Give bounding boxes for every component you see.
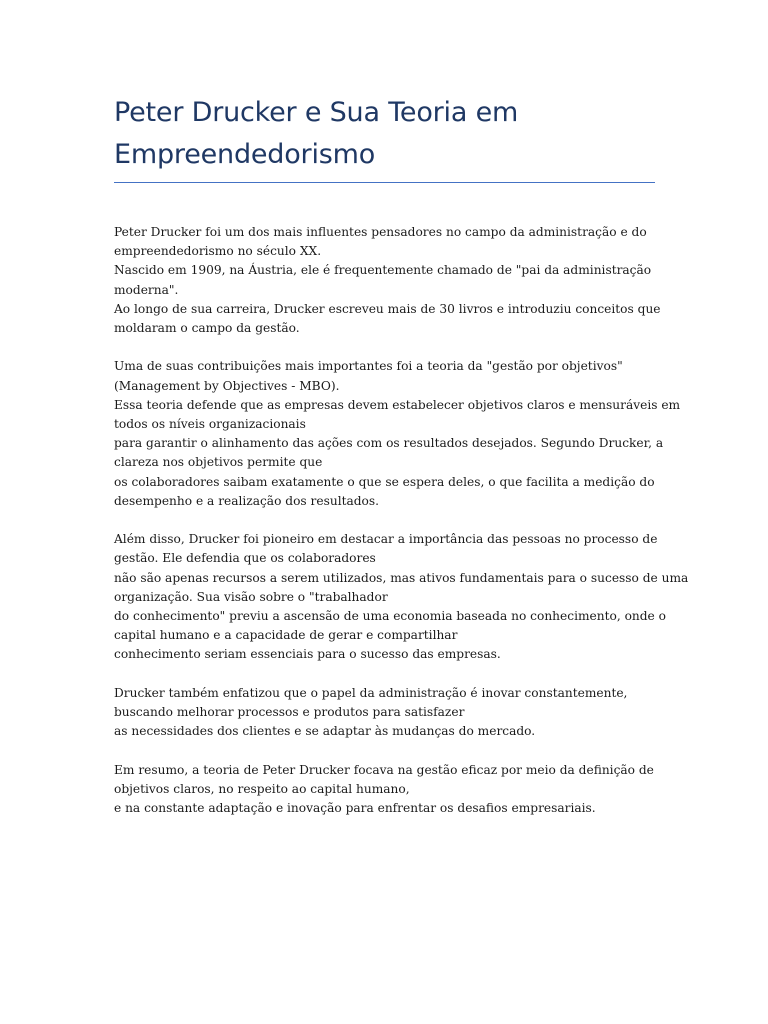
text-line: do conhecimento" previu a ascensão de uma economia baseada no conhecimento, onde o — [114, 609, 666, 624]
paragraph-mbo — [114, 357, 681, 511]
title-line: Empreendedorismo — [114, 139, 376, 170]
text-line: Peter Drucker foi um dos mais influentes pensadores no campo da administração e do — [114, 225, 647, 239]
text-line: Nascido em 1909, na Áustria, ele é frequentemente chamado de "pai da administração — [114, 263, 652, 278]
text-line: Drucker também enfatizou que o papel da administração é inovar constantemente, — [114, 685, 628, 700]
paragraph-intro — [114, 223, 661, 338]
text-line: os colaboradores saibam exatamente o que se espera deles, o que facilita a medição do — [114, 474, 655, 489]
text-line: Essa teoria defende que as empresas devem estabelecer objetivos claros e mensuráveis em — [114, 397, 681, 412]
text-line: e na constante adaptação e inovação para enfrentar os desafios empresariais. — [114, 801, 596, 816]
document-page — [114, 92, 689, 837]
text-line: (Management by Objectives - MBO). — [114, 378, 340, 393]
text-line: todos os níveis organizacionais — [114, 417, 306, 432]
text-line: empreendedorismo no século XX. — [114, 244, 322, 259]
text-line: moldaram o campo da gestão. — [114, 321, 300, 336]
paragraph-innovation — [114, 684, 655, 742]
text-line: capital humano e a capacidade de gerar e compartilhar — [114, 628, 458, 643]
paragraph-summary — [114, 761, 655, 819]
text-line: buscando melhorar processos e produtos para satisfazer — [114, 705, 465, 720]
text-line: desempenho e a realização dos resultados. — [114, 493, 380, 508]
text-line: moderna". — [114, 282, 179, 297]
title-underline — [114, 182, 655, 183]
text-line: objetivos claros, no respeito ao capital humano, — [114, 781, 410, 796]
text-line: clareza nos objetivos permite que — [114, 455, 323, 470]
text-line: para garantir o alinhamento das ações com os resultados desejados. Segundo Drucker, a — [114, 436, 664, 451]
text-line: gestão. Ele defendia que os colaboradores — [114, 551, 376, 566]
text-line: não são apenas recursos a serem utilizados, mas ativos fundamentais para o sucesso de uma — [114, 570, 689, 585]
title-line: Peter Drucker e Sua Teoria em — [114, 97, 519, 128]
text-line: conhecimento seriam essenciais para o sucesso das empresas. — [114, 647, 501, 662]
text-line: as necessidades dos clientes e se adaptar às mudanças do mercado. — [114, 724, 536, 739]
text-line: Em resumo, a teoria de Peter Drucker focava na gestão eficaz por meio da definição de — [114, 762, 654, 777]
paragraph-people — [114, 530, 689, 664]
text-line: Ao longo de sua carreira, Drucker escreveu mais de 30 livros e introduziu conceitos que — [114, 301, 661, 316]
document-title — [114, 92, 655, 182]
text-line: organização. Sua visão sobre o "trabalhador — [114, 589, 388, 604]
text-line: Uma de suas contribuições mais importantes foi a teoria da "gestão por objetivos" — [114, 359, 623, 374]
text-line: Além disso, Drucker foi pioneiro em destacar a importância das pessoas no processo de — [114, 532, 658, 547]
